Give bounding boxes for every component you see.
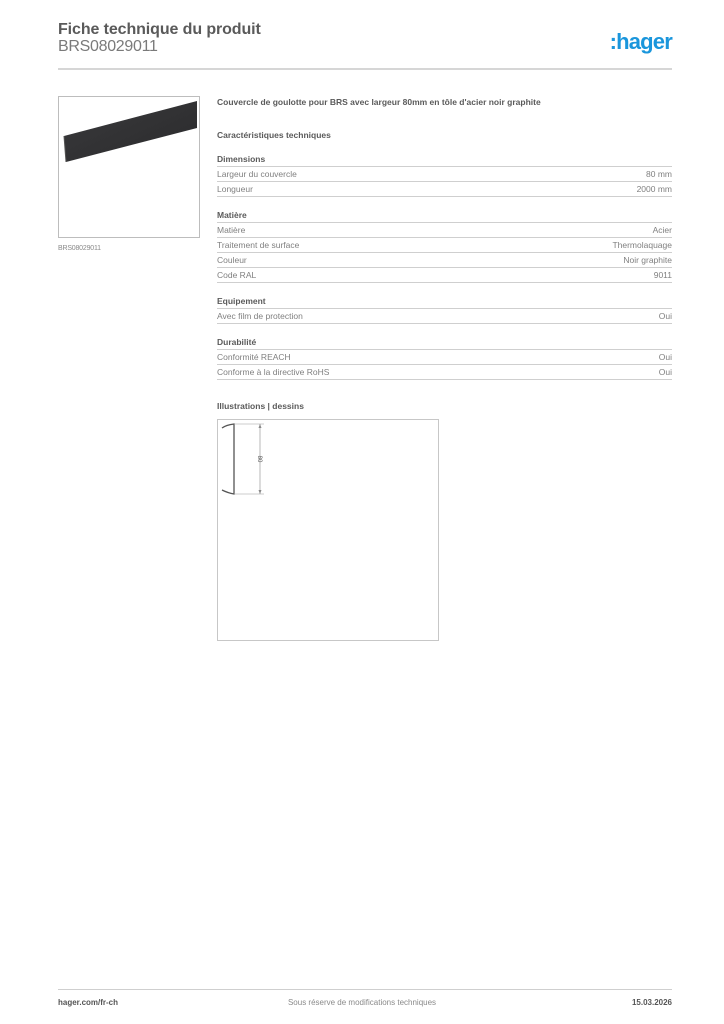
spec-value: Acier xyxy=(652,225,672,235)
spec-label: Code RAL xyxy=(217,270,257,280)
spec-row xyxy=(217,309,672,324)
page-title: Fiche technique du produit xyxy=(58,21,261,38)
spec-label: Largeur du couvercle xyxy=(217,169,297,179)
footer-date: 15.03.2026 xyxy=(631,998,672,1007)
spec-label: Traitement de surface xyxy=(217,240,300,250)
spec-label: Longueur xyxy=(217,184,253,194)
profile-drawing-icon xyxy=(218,420,440,642)
spec-row xyxy=(217,350,672,365)
spec-label: Avec film de protection xyxy=(217,311,303,321)
spec-label: Conforme à la directive RoHS xyxy=(217,367,330,377)
hager-logo: :hager xyxy=(609,29,672,54)
spec-row xyxy=(217,223,672,238)
spec-row xyxy=(217,365,672,380)
spec-value: Thermolaquage xyxy=(612,240,672,250)
spec-value: 2000 mm xyxy=(636,184,672,194)
spec-group-dimensions xyxy=(217,153,672,197)
main-content xyxy=(217,96,672,641)
spec-group-equipment xyxy=(217,295,672,324)
footer-website: hager.com/fr-ch xyxy=(58,998,119,1007)
spec-value: 9011 xyxy=(653,270,672,280)
group-title: Equipement xyxy=(217,295,672,309)
spec-row xyxy=(217,167,672,182)
specs-heading: Caractéristiques techniques xyxy=(217,130,331,140)
spec-label: Matière xyxy=(217,225,246,235)
spec-row xyxy=(217,238,672,253)
group-title: Matière xyxy=(217,209,672,223)
group-title: Dimensions xyxy=(217,153,672,167)
spec-value: Oui xyxy=(658,311,672,321)
cover-plate-illustration xyxy=(59,97,201,239)
spec-value: 80 mm xyxy=(646,169,672,179)
spec-row xyxy=(217,253,672,268)
spec-value: Oui xyxy=(658,367,672,377)
spec-row xyxy=(217,182,672,197)
product-image-caption: BRS08029011 xyxy=(58,245,101,252)
footer-notice: Sous réserve de modifications techniques xyxy=(287,998,437,1007)
technical-drawing xyxy=(217,419,439,641)
spec-row xyxy=(217,268,672,283)
spec-group-material xyxy=(217,209,672,283)
spec-value: Oui xyxy=(658,352,672,362)
spec-value: Noir graphite xyxy=(623,255,672,265)
spec-group-durability xyxy=(217,336,672,380)
group-title: Durabilité xyxy=(217,336,672,350)
product-code: BRS08029011 xyxy=(58,38,158,55)
spec-label: Couleur xyxy=(217,255,247,265)
illustrations-heading: Illustrations | dessins xyxy=(217,401,304,411)
header-divider xyxy=(58,68,672,70)
product-image xyxy=(58,96,200,238)
spec-label: Conformité REACH xyxy=(217,352,291,362)
footer-divider xyxy=(58,989,672,990)
product-description: Couvercle de goulotte pour BRS avec largeur 80mm en tôle d'acier noir graphite xyxy=(217,97,541,107)
dimension-label: 80 xyxy=(256,455,262,463)
